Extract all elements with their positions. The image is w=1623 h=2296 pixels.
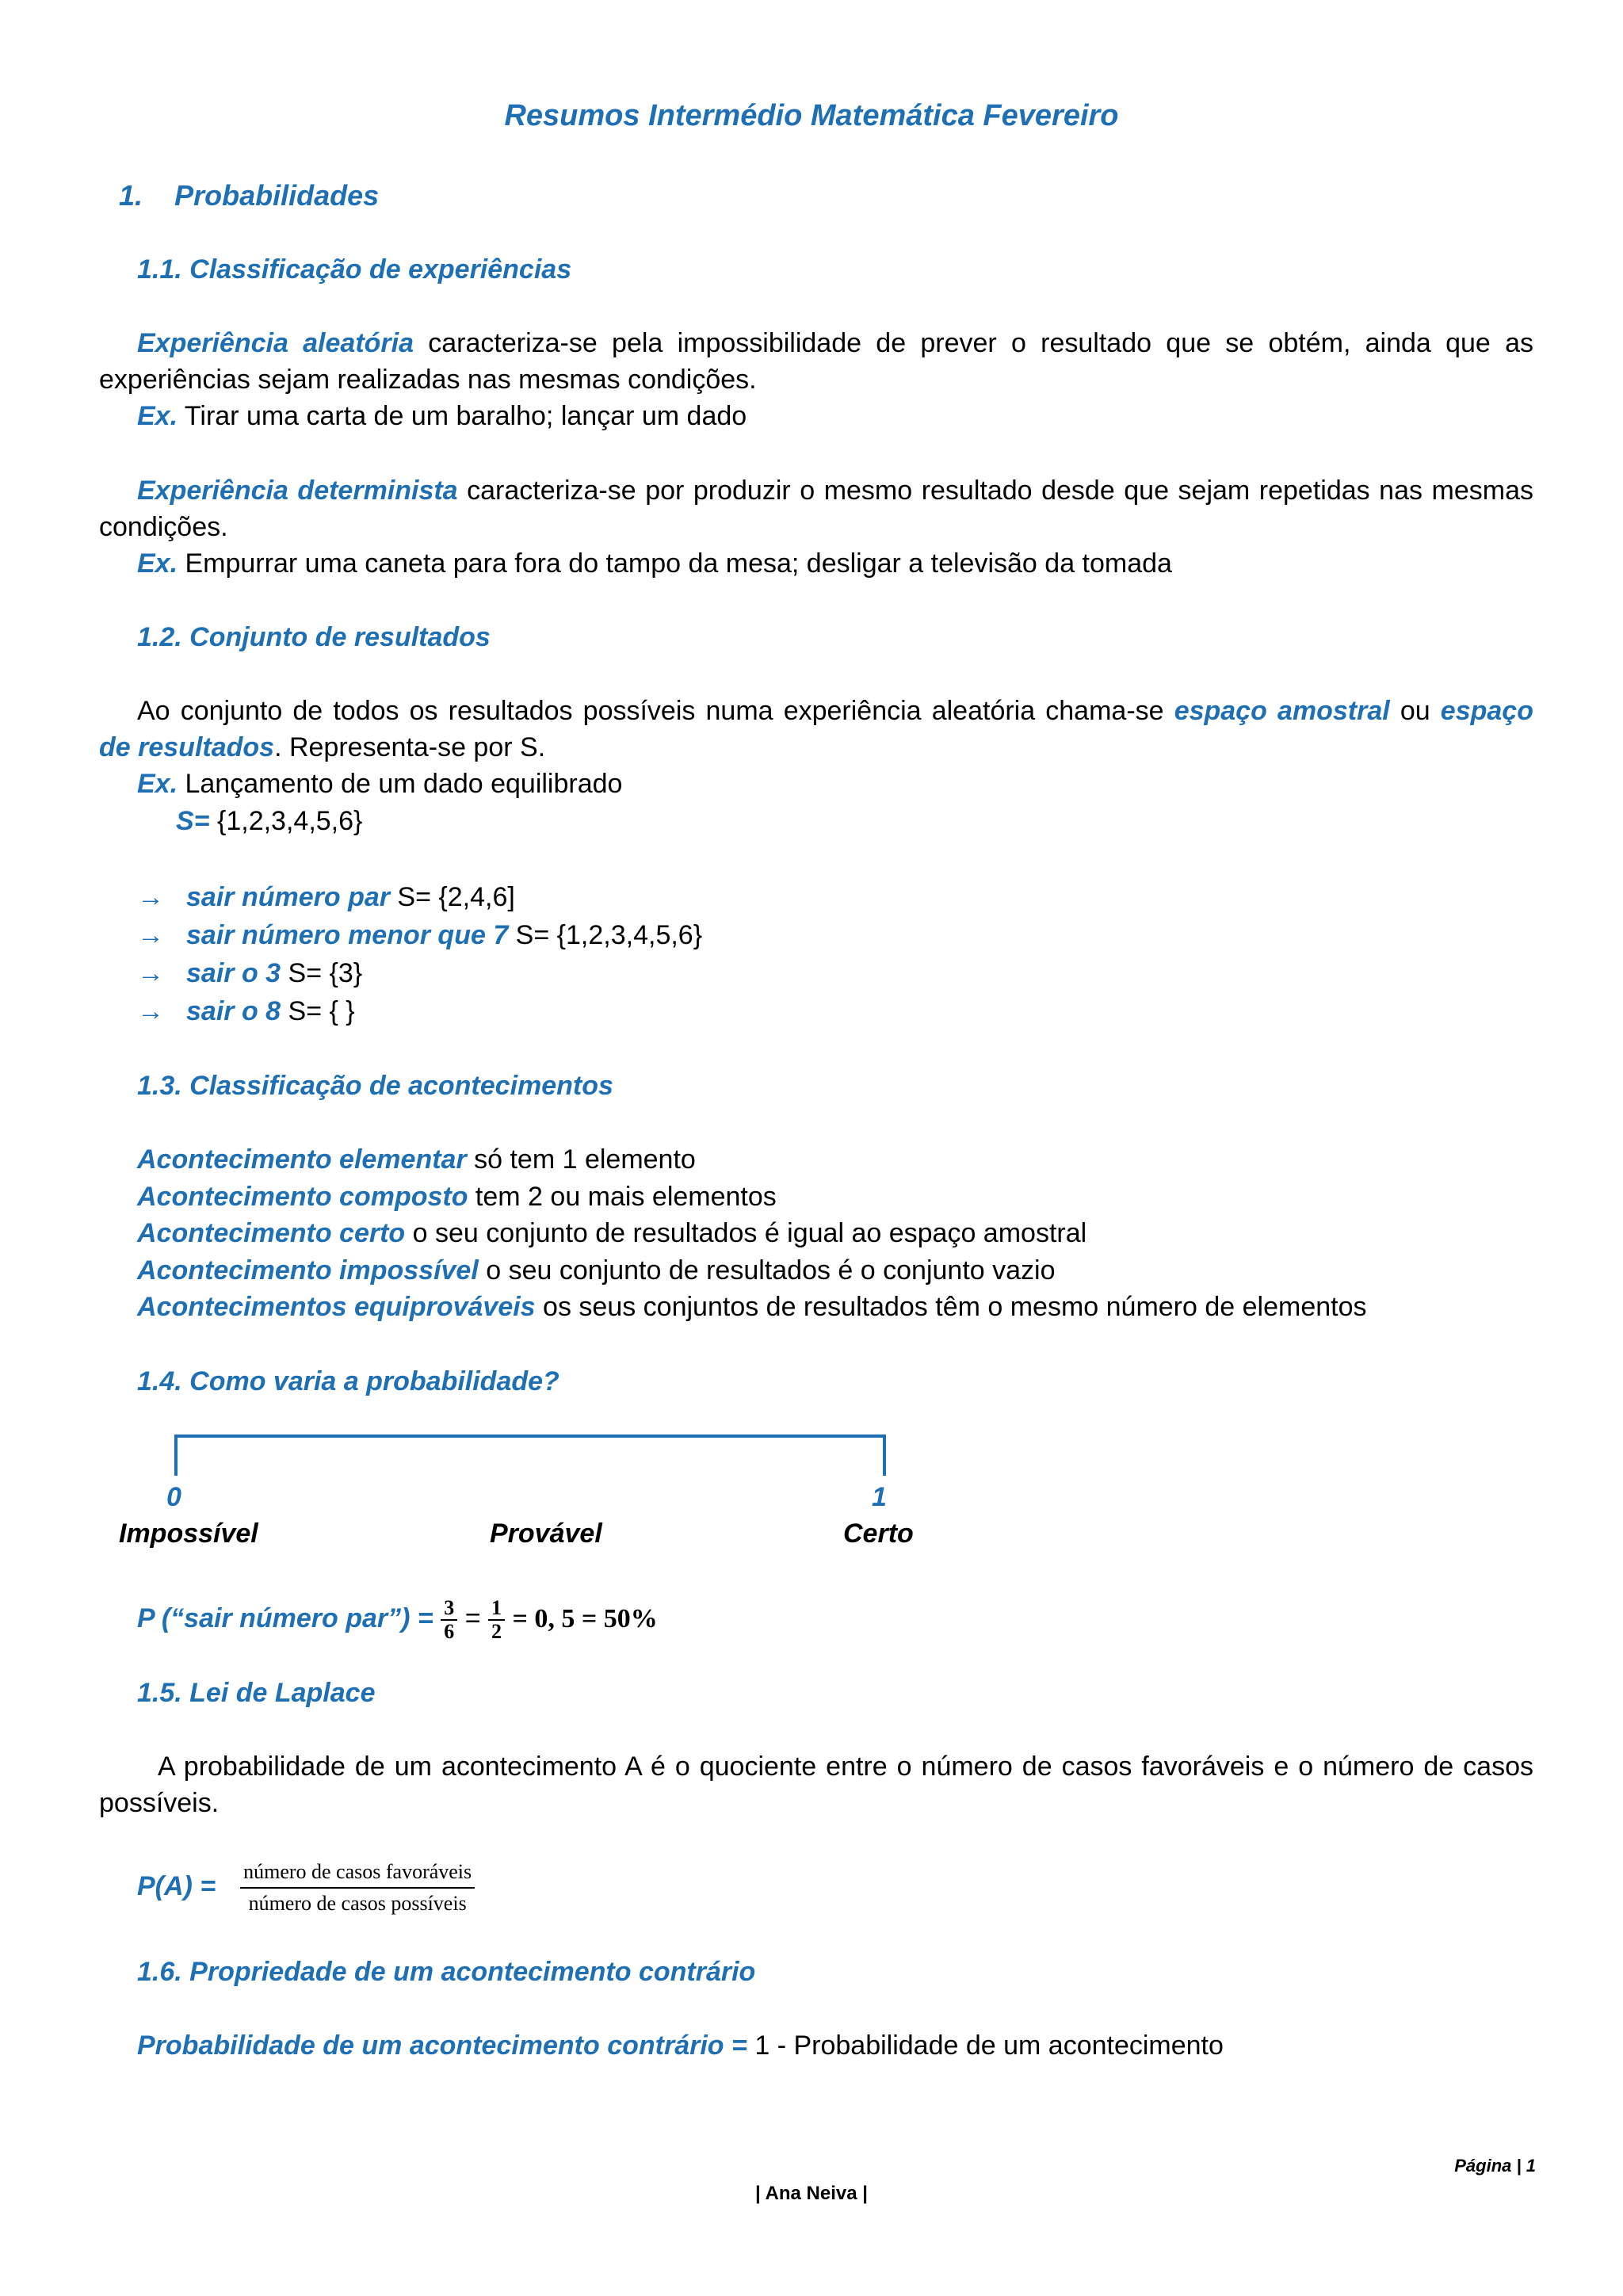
formula-result: = 0, 5 = 50% [512, 1604, 658, 1633]
event-class-term: Acontecimento elementar [137, 1144, 467, 1175]
example-text: Tirar uma carta de um baralho; lançar um dado [178, 401, 747, 431]
text-segment: possíveis. [99, 1788, 220, 1818]
complement-property-line [137, 2027, 1224, 2064]
event-value: S= {1,2,3,4,5,6} [508, 920, 703, 950]
heading-1-2: 1.2. Conjunto de resultados [137, 622, 491, 652]
text-segment: caracteriza-se por produzir o mesmo resultado desde que sejam repetidas nas mesmas [457, 476, 1533, 506]
event-class-term: Acontecimentos equiprováveis [137, 1292, 536, 1322]
event-class-item [137, 1179, 777, 1215]
paragraph-experiencia-determinista [99, 472, 1533, 545]
term-experiencia-determinista: Experiência determinista [137, 476, 458, 506]
formula-label: P(A) = [137, 1871, 216, 1901]
event-class-item [137, 1141, 696, 1178]
fraction-denominator: 2 [491, 1620, 502, 1644]
event-class-text: só tem 1 elemento [466, 1144, 696, 1175]
sample-space-line [176, 803, 362, 839]
heading-1-3: 1.3. Classificação de acontecimentos [137, 1071, 613, 1101]
text-segment: condições. [99, 512, 228, 542]
heading-1-6: 1.6. Propriedade de um acontecimento contrário [137, 1957, 756, 1987]
example-label: Ex. [137, 548, 178, 579]
text-segment: caracteriza-se pela impossibilidade de prever o resultado que se obtém, ainda que as [414, 328, 1533, 358]
complement-text: 1 - Probabilidade de um acontecimento [747, 2030, 1224, 2061]
event-value: S= {3} [281, 958, 363, 988]
event-term: sair número par [186, 882, 390, 912]
text-segment: . Representa-se por S. [274, 732, 546, 762]
sample-space-value: {1,2,3,4,5,6} [209, 806, 363, 836]
scale-end-label: 1 [872, 1482, 887, 1512]
event-class-text: o seu conjunto de resultados é o conjunto vazio [478, 1255, 1056, 1286]
heading-1-1: 1.1. Classificação de experiências [137, 254, 572, 285]
example-text: Empurrar uma caneta para fora do tampo da mesa; desligar a televisão da tomada [178, 548, 1172, 579]
event-value: S= {2,4,6] [389, 882, 515, 912]
text-segment: ou [1389, 696, 1441, 726]
example-line-1 [137, 398, 747, 434]
fraction-laplace [240, 1857, 475, 1919]
formula-sair-numero-par [137, 1593, 658, 1645]
heading-1-4: 1.4. Como varia a probabilidade? [137, 1366, 559, 1396]
formula-label: P (“sair número par”) = [137, 1603, 433, 1633]
paragraph-espaco-amostral [99, 693, 1533, 766]
event-class-term: Acontecimento certo [137, 1218, 406, 1248]
example-line-2 [137, 545, 1172, 582]
fraction-denominator: número de casos possíveis [248, 1892, 467, 1916]
event-term: sair número menor que 7 [186, 920, 509, 950]
scale-start-label: 0 [166, 1482, 181, 1512]
event-term: sair o 8 [186, 996, 281, 1026]
fraction-1-2 [488, 1597, 505, 1643]
label-certo: Certo [843, 1519, 914, 1549]
fraction-numerator: 3 [441, 1597, 457, 1621]
event-class-text: tem 2 ou mais elementos [468, 1182, 777, 1212]
fraction-denominator: 6 [444, 1620, 455, 1644]
example-label: Ex. [137, 769, 178, 799]
section-label: Probabilidades [174, 179, 380, 212]
example-text: Lançamento de um dado equilibrado [178, 769, 623, 799]
author-footer: | Ana Neiva | [755, 2183, 868, 2204]
example-line-3 [137, 766, 622, 802]
arrow-right-icon: → [137, 920, 164, 950]
event-class-term: Acontecimento impossível [137, 1255, 479, 1286]
event-item [137, 879, 515, 915]
page-number: Página | 1 [1454, 2156, 1536, 2176]
paragraph-lei-de-laplace [99, 1748, 1533, 1821]
example-label: Ex. [137, 401, 178, 431]
event-item [137, 917, 702, 953]
term-experiencia-aleatoria: Experiência aleatória [137, 328, 414, 358]
arrow-right-icon: → [137, 996, 164, 1026]
text-segment: A probabilidade de um acontecimento A é o quociente entre o número de casos favoráveis e o número de casos [158, 1752, 1533, 1782]
equals-sign: = [464, 1603, 481, 1633]
heading-1-5: 1.5. Lei de Laplace [137, 1678, 376, 1708]
term-espaco-amostral: espaço amostral [1174, 696, 1390, 726]
term-de-resultados: de resultados [99, 732, 275, 762]
text-segment: experiências sejam realizadas nas mesmas condições. [99, 365, 757, 395]
fraction-3-6 [441, 1597, 457, 1643]
fraction-numerator: número de casos favoráveis [240, 1857, 475, 1889]
arrow-right-icon: → [137, 958, 164, 988]
sample-space-label: S= [176, 806, 210, 836]
event-class-text: o seu conjunto de resultados é igual ao espaço amostral [405, 1218, 1087, 1248]
section-heading-probabilidades [119, 178, 379, 214]
event-value: S= { } [281, 996, 355, 1026]
text-segment: Ao conjunto de todos os resultados possíveis numa experiência aleatória chama-se [137, 696, 1174, 726]
section-number: 1. [119, 179, 143, 212]
paragraph-experiencia-aleatoria [99, 325, 1533, 398]
event-item [137, 955, 362, 991]
complement-term: Probabilidade de um acontecimento contrário = [137, 2030, 747, 2061]
event-term: sair o 3 [186, 958, 281, 988]
arrow-right-icon: → [137, 882, 164, 912]
probability-scale-bracket [166, 1427, 896, 1482]
label-impossivel: Impossível [119, 1519, 258, 1549]
event-class-item [137, 1252, 1056, 1289]
event-class-item [137, 1215, 1086, 1251]
formula-laplace [137, 1855, 475, 1919]
term-espaco: espaço [1440, 696, 1533, 726]
event-class-term: Acontecimento composto [137, 1182, 468, 1212]
document-title: Resumos Intermédio Matemática Fevereiro [504, 99, 1119, 132]
label-provavel: Provável [490, 1519, 602, 1549]
event-class-text: os seus conjuntos de resultados têm o mesmo número de elementos [535, 1292, 1367, 1322]
fraction-numerator: 1 [488, 1597, 505, 1621]
event-class-item [137, 1289, 1367, 1325]
event-item [137, 993, 355, 1030]
